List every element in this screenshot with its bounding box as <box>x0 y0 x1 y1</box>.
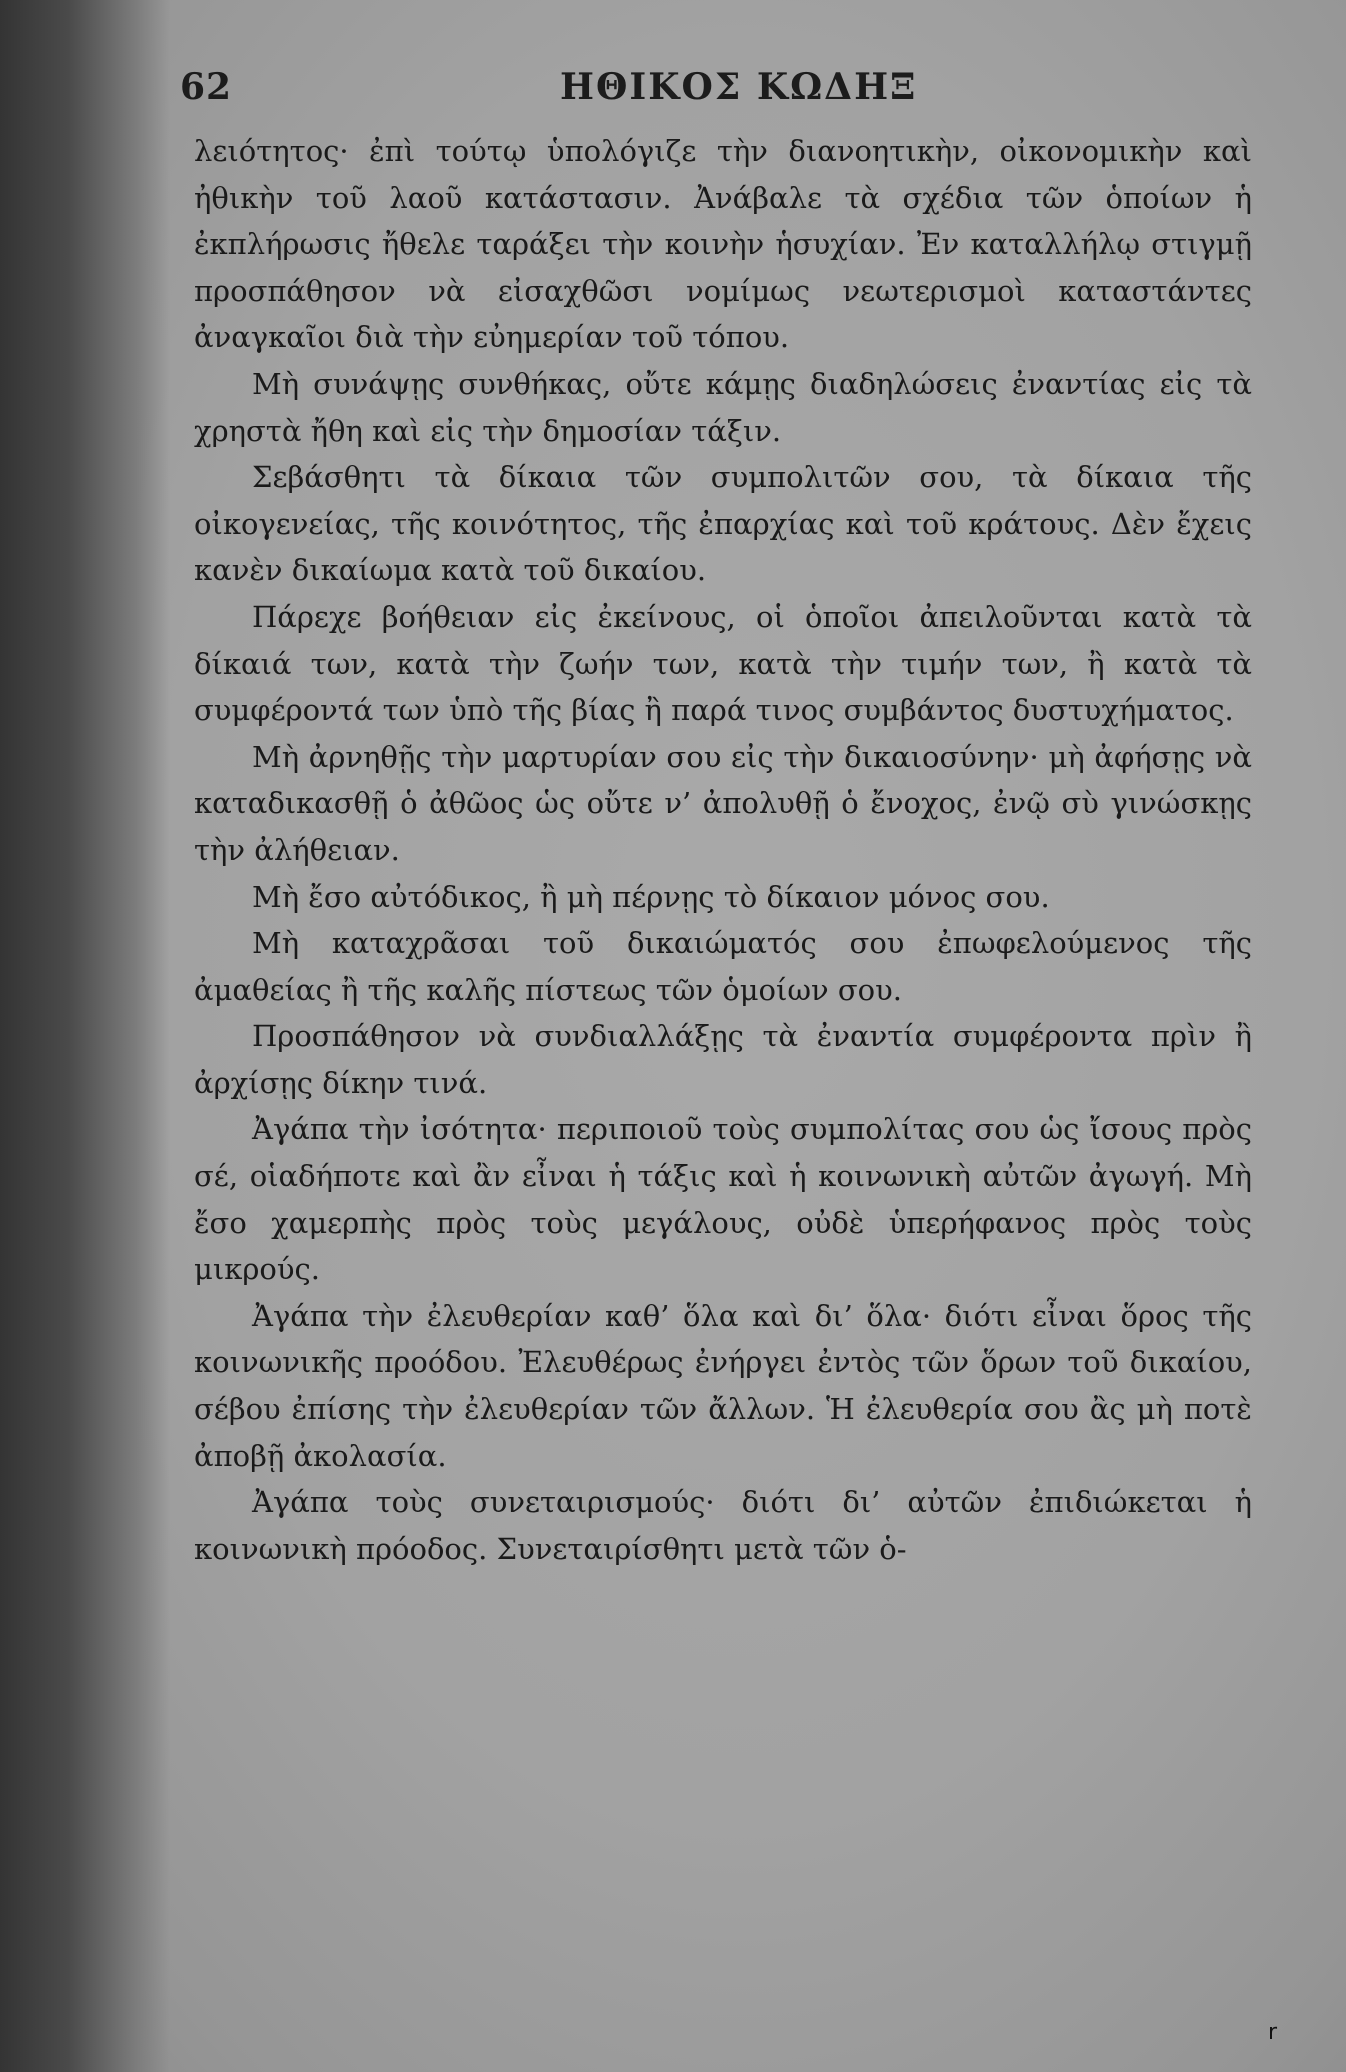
paragraph: Ἀγάπα τὴν ἐλευθερίαν καθ’ ὅλα καὶ δι’ ὅλα· διότι εἶναι ὅρος τῆς κοινωνικῆς προόδου. Ἐλευθέρως ἐνήργει ἐντὸς τῶν ὅρων τοῦ δικαίου, σέβου ἐπίσης τὴν ἐλευθερίαν τῶν ἄλλων. Ἡ ἐλευθερία σου ἂς μὴ ποτὲ ἀποβῇ ἀκολασία. <box>194 1298 1252 1473</box>
body-text <box>194 128 1252 1572</box>
paragraph: Ἀγάπα τὴν ἰσότητα· περιποιοῦ τοὺς συμπολίτας σου ὡς ἴσους πρὸς σέ, οἱαδήποτε καὶ ἂν εἶναι ἡ τάξις καὶ ἡ κοινωνικὴ αὐτῶν ἀγωγή. Μὴ ἔσο χαμερπὴς πρὸς τοὺς μεγάλους, οὐδὲ ὑπερήφανος πρὸς τοὺς μικρούς. <box>194 1112 1252 1287</box>
paragraph: Πάρεχε βοήθειαν εἰς ἐκείνους, οἱ ὁποῖοι ἀπειλοῦνται κατὰ τὰ δίκαιά των, κατὰ τὴν ζωήν των, κατὰ τὴν τιμήν των, ἢ κατὰ τὰ συμφέροντά των ὑπὸ τῆς βίας ἢ παρά τινος συμβάντος δυστυχήματος. <box>194 599 1252 728</box>
running-title: ΗΘΙΚΟΣ ΚΩΔΗΞ <box>560 66 918 108</box>
paragraph: Ἀγάπα τοὺς συνεταιρισμούς· διότι δι’ αὐτῶν ἐπιδιώκεται ἡ κοινωνικὴ πρόοδος. Συνεταιρίσθητι μετὰ τῶν ὁ- <box>194 1485 1252 1566</box>
page-header <box>0 66 1346 126</box>
paragraph: Μὴ καταχρᾶσαι τοῦ δικαιώματός σου ἐπωφελούμενος τῆς ἀμαθείας ἢ τῆς καλῆς πίστεως τῶν ὁμοίων σου. <box>194 926 1252 1007</box>
page-number: 62 <box>180 66 233 108</box>
binding-shadow <box>0 0 170 2072</box>
paragraph: Μὴ ἀρνηθῇς τὴν μαρτυρίαν σου εἰς τὴν δικαιοσύνην· μὴ ἀφήσῃς νὰ καταδικασθῇ ὁ ἀθῶος ὡς οὔτε ν’ ἀπολυθῇ ὁ ἔνοχος, ἐνῷ σὺ γινώσκῃς τὴν ἀλήθειαν. <box>194 739 1252 867</box>
paragraph: λειότητος· ἐπὶ τούτῳ ὑπολόγιζε τὴν διανοητικὴν, οἰκονομικὴν καὶ ἠθικὴν τοῦ λαοῦ κατάστασιν. Ἀνάβαλε τὰ σχέδια τῶν ὁποίων ἡ ἐκπλήρωσις ἤθελε ταράξει τὴν κοινὴν ἡσυχίαν. Ἐν καταλλήλῳ στιγμῇ προσπάθησον νὰ εἰσαχθῶσι νομίμως νεωτερισμοὶ καταστάντες ἀναγκαῖοι διὰ τὴν εὐημερίαν τοῦ τόπου. <box>194 134 1252 355</box>
paragraph: Σεβάσθητι τὰ δίκαια τῶν συμπολιτῶν σου, τὰ δίκαια τῆς οἰκογενείας, τῆς κοινότητος, τῆς ἐπαρχίας καὶ τοῦ κράτους. Δὲν ἔχεις κανὲν δικαίωμα κατὰ τοῦ δικαίου. <box>194 460 1252 588</box>
corner-mark: r <box>1268 2020 1278 2045</box>
paragraph: Μὴ συνάψῃς συνθήκας, οὔτε κάμῃς διαδηλώσεις ἐναντίας εἰς τὰ χρηστὰ ἤθη καὶ εἰς τὴν δημοσίαν τάξιν. <box>194 366 1252 448</box>
paragraph: Προσπάθησον νὰ συνδιαλλάξῃς τὰ ἐναντία συμφέροντα πρὶν ἢ ἀρχίσῃς δίκην τινά. <box>194 1019 1252 1100</box>
paragraph: Μὴ ἔσο αὐτόδικος, ἢ μὴ πέρνῃς τὸ δίκαιον μόνος σου. <box>252 879 1050 914</box>
